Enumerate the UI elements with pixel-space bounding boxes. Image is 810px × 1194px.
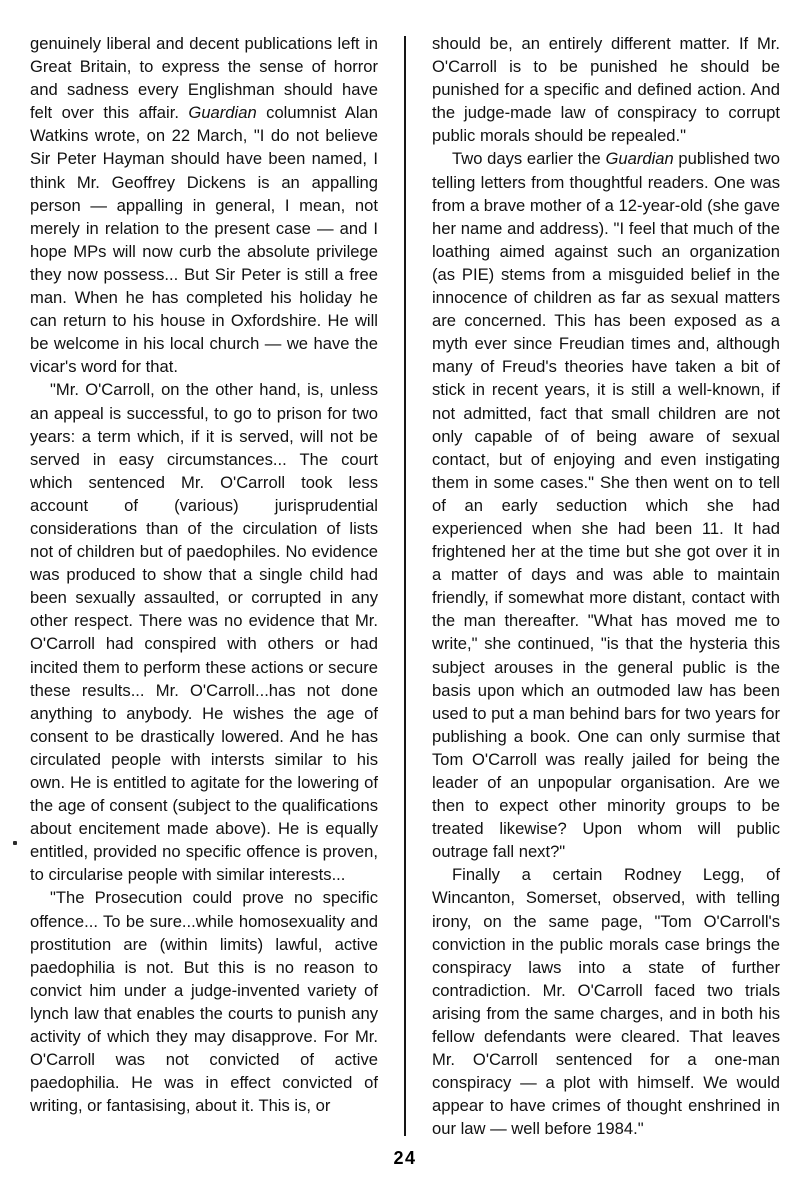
text-run: Finally a certain Rodney Legg, of Wincanton, Somerset, observed, with telling irony, on the same page, "Tom O'Carroll's conviction in the public morals case brings the conspiracy laws into a state of further contradiction. Mr. O'Carroll faced two trials arising from the same charges, and in both his fellow defendants were cleared. That leaves Mr. O'Carroll sentenced for a one-man conspiracy — a plot with himself. We would appear to have crimes of thought enshrined in our law — well before 1984." (432, 865, 780, 1139)
text-run: columnist Alan Watkins wrote, on 22 March, "I do not believe Sir Peter Hayman should have been named, I think Mr. Geoffrey Dickens is an appalling person — appalling in general, I mean, not merely in relation to the present case — and I hope MPs will now curb the absolute privilege they now possess... But Sir Peter is still a free man. When he has completed his holiday he can return to his house in Oxfordshire. He will be welcome in his local church — we have the vicar's word for that. (30, 103, 378, 377)
italic-publication-name: Guardian (605, 149, 674, 169)
body-paragraph (432, 32, 780, 147)
text-column-left (30, 32, 378, 1117)
italic-publication-name: Guardian (188, 103, 257, 123)
text-run: "Mr. O'Carroll, on the other hand, is, unless an appeal is successful, to go to prison for two years: a term which, if it is served, will not be served in easy circumstances... The court which sentenced Mr. O'Carroll took less account of (various) jurisprudential considerations than of the circulation of lists not of children but of paedophiles. No evidence was produced to show that a single child had been sexually assaulted, or corrupted in any other respect. There was no evidence that Mr. O'Carroll had conspired with others or had incited them to perform these actions or secure these results... Mr. O'Carroll...has not done anything to anybody. He wishes the age of consent to be drastically lowered. And he has circulated people with intersts similar to his own. He is entitled to agitate for the lowering of the age of consent (subject to the qualifications about encitement made above). He is equally entitled, provided no specific offence is proven, to circularise people with similar interests... (30, 380, 378, 885)
text-run: published two telling letters from thoughtful readers. One was from a brave mother of a 12-year-old (she gave her name and address). "I feel that much of the loathing aimed against such an organization (as PIE) stems from a misguided belief in the innocence of children as far as sexual matters are concerned. This has been exposed as a myth ever since Freudian times and, although many of Freud's theories have taken a bit of stick in recent years, it is still a well-known, if not admitted, fact that small children are not only capable of of being aware of sexual contact, but of enjoying and even instigating them in some cases." She then went on to tell of an early seduction which she had experienced when she had been 11. It had frightened her at the time but she got over it in a matter of days and was able to maintain friendly, if somewhat more distant, contact with the man thereafter. "What has moved me to write," she continued, "is that the hysteria this subject arouses in the general public is the basis upon which an outmoded law has been used to put a man behind bars for two years for publishing a book. One can only surmise that Tom O'Carroll was really jailed for being the leader of an unpopular organisation. Are we then to expect other minority groups to be treated likewise? Upon whom will public outrage fall next?" (432, 149, 780, 862)
text-run: Two days earlier the (452, 149, 606, 169)
text-run: should be, an entirely different matter. If Mr. O'Carroll is to be punished he should be punished for a specific and defined action. And the judge-made law of conspiracy to corrupt public morals should be repealed." (432, 34, 780, 146)
page-number: 24 (393, 1148, 417, 1168)
text-run: "The Prosecution could prove no specific offence... To be sure...while homosexuality and prostitution are (within limits) lawful, active paedophilia is not. But this is no reason to convict him under a judge-invented variety of lynch law that enables the courts to punish any activity of which they may disapprove. For Mr. O'Carroll was not convicted of active paedophilia. He was in effect convicted of writing, or fantasising, about it. This is, or (30, 888, 378, 1116)
body-paragraph (432, 147, 780, 863)
body-paragraph (30, 886, 378, 1117)
body-paragraph (30, 32, 378, 378)
text-run: genuinely liberal and decent publications left in Great Britain, to express the sense of horror and sadness every Englishman should have felt over this affair. (30, 34, 378, 123)
scan-artifact-speck (13, 841, 17, 845)
body-paragraph (432, 863, 780, 1140)
body-paragraph (30, 378, 378, 886)
column-divider-rule (404, 36, 406, 1136)
text-column-right (432, 32, 780, 1141)
